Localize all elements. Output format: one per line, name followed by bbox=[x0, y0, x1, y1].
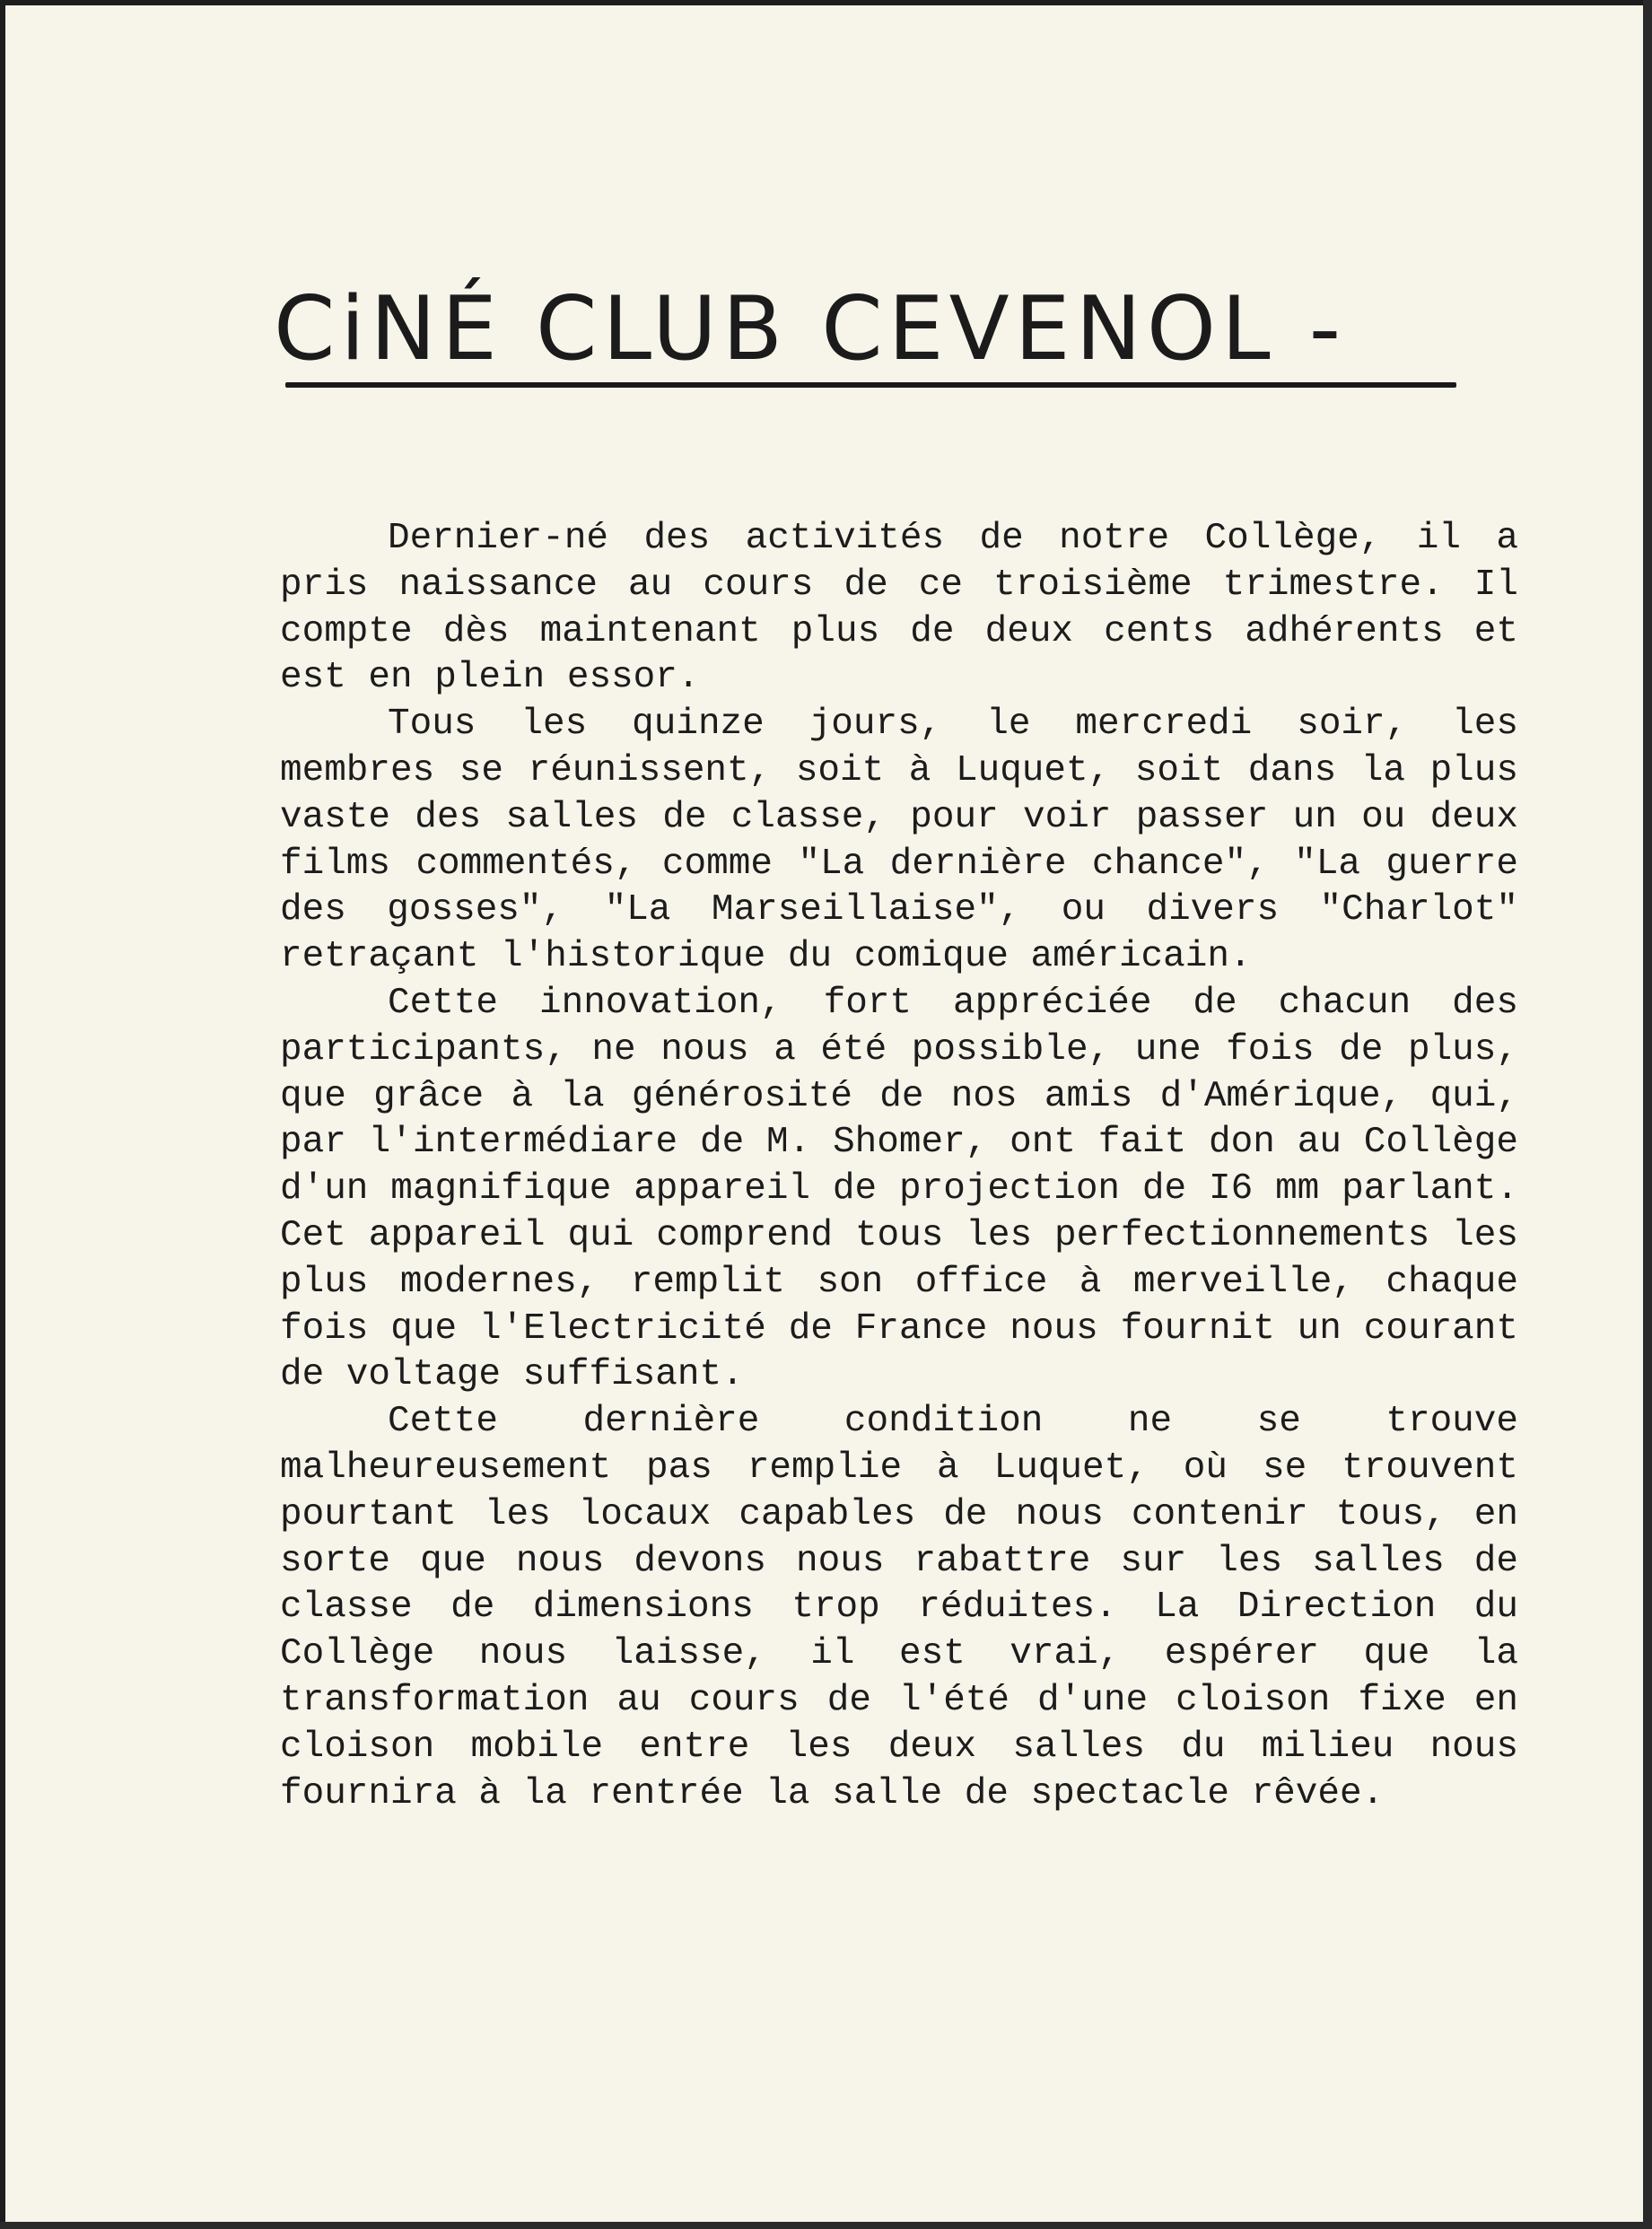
paragraph-3: Cette innovation, fort appréciée de chacun des participants, ne nous a été possible, une fois de plus, que grâce à la générosité de nos amis d'Amérique, qui, par l'intermédiare de M. Shomer, ont fait don au Collège d'un magnifique appareil de projection de I6 mm parlant. Cet appareil qui comprend tous les perfectionnements les plus modernes, remplit son office à merveille, chaque fois que l'Electricité de France nous fournit un courant de voltage suffisant. bbox=[280, 982, 1518, 1396]
scan-edge-right bbox=[1643, 0, 1652, 2229]
scan-edge-bottom bbox=[0, 2222, 1652, 2229]
paragraph-1: Dernier-né des activités de notre Collège, il a pris naissance au cours de ce troisième trimestre. Il compte dès maintenant plus de deux cents adhérents et est en plein essor. bbox=[280, 518, 1518, 699]
page-title: CiNÉ CLUB CEVENOL - bbox=[274, 278, 1347, 380]
article-body bbox=[280, 516, 1518, 1817]
paragraph-2: Tous les quinze jours, le mercredi soir, les membres se réunissent, soit à Luquet, soit dans la plus vaste des salles de classe, pour voir passer un ou deux films commentés, comme "La dernière chance", "La guerre des gosses", "La Marseillaise", ou divers "Charlot" retraçant l'historique du comique américain. bbox=[280, 704, 1518, 978]
paragraph-4: Cette dernière condition ne se trouve malheureusement pas remplie à Luquet, où se trouvent pourtant les locaux capables de nous contenir tous, en sorte que nous devons nous rabattre sur les salles de classe de dimensions trop réduites. La Direction du Collège nous laisse, il est vrai, espérer que la transformation au cours de l'été d'une cloison fixe en cloison mobile entre les deux salles du milieu nous fournira à la rentrée la salle de spectacle rêvée. bbox=[280, 1401, 1518, 1814]
title-underline bbox=[285, 382, 1456, 388]
